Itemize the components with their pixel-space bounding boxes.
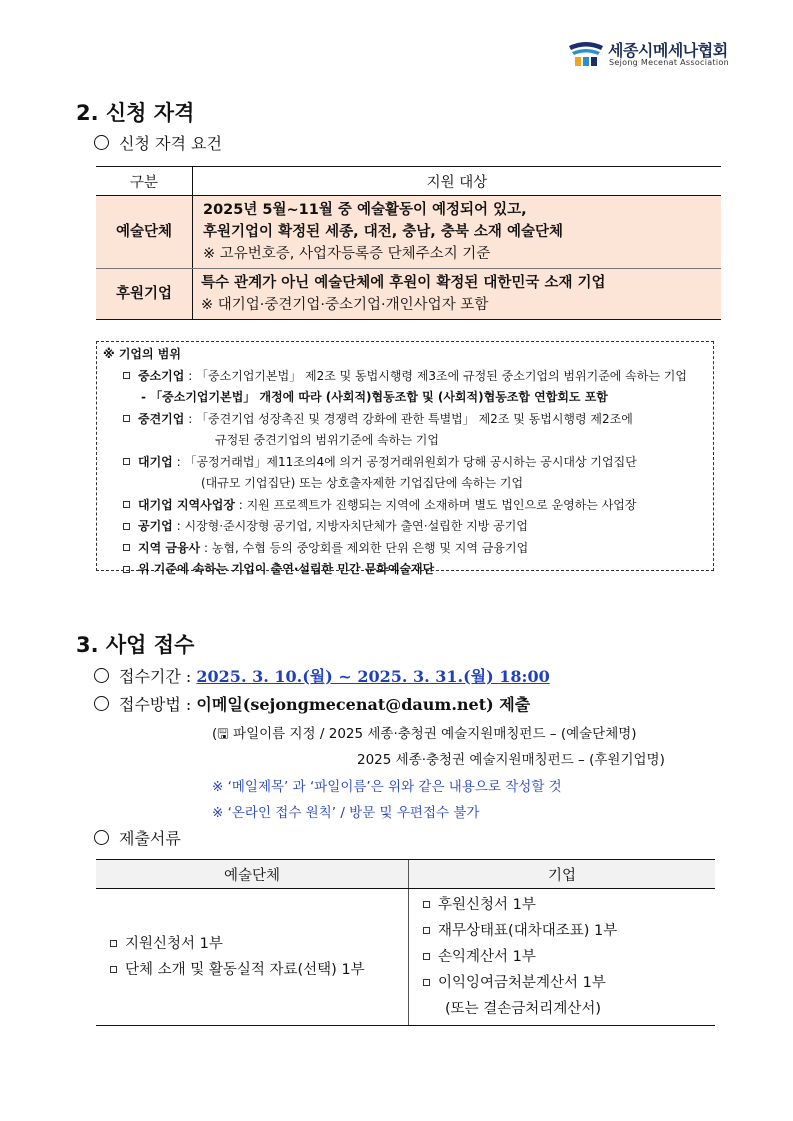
square-bullet-icon — [123, 544, 130, 551]
method-value: 이메일(sejongmecenat@daum.net) 제출 — [196, 695, 531, 714]
scope-item: 중소기업 : 「중소기업기본법」 제2조 및 동법시행령 제3조에 규정된 중소기업의 범위기준에 속하는 기업 — [103, 366, 713, 388]
mecenat-logo-icon — [567, 40, 605, 68]
eligibility-note: ※ 고유번호증, 사업자등록증 단체주소지 기준 — [203, 246, 491, 262]
square-bullet-icon — [123, 458, 130, 465]
filename-line-2: 2025 세종·충청권 예술지원매칭펀드 – (후원기업명) — [357, 752, 665, 768]
section2-subtitle: 신청 자격 요건 — [94, 131, 222, 154]
scope-item: 규정된 중견기업의 범위기준에 속하는 기업 — [215, 433, 439, 447]
table-row — [96, 269, 721, 320]
org-name-en: Sejong Mecenat Association — [609, 58, 729, 67]
category-cell: 후원기업 — [96, 269, 193, 320]
category-cell: 예술단체 — [96, 196, 193, 269]
list-item: 이익잉여금처분계산서 1부 — [415, 970, 709, 996]
documents-table — [96, 859, 715, 1026]
square-bullet-icon — [423, 901, 430, 908]
table-header: 지원 대상 — [193, 167, 722, 196]
square-bullet-icon — [423, 953, 430, 960]
circle-bullet-icon — [94, 135, 109, 150]
square-bullet-icon — [110, 940, 117, 947]
scope-item: 중견기업 : 「중견기업 성장촉진 및 경쟁력 강화에 관한 특별법」 제2조 및 동법시행령 제2조에 — [103, 409, 713, 431]
square-bullet-icon — [423, 927, 430, 934]
circle-bullet-icon — [94, 696, 109, 711]
table-header: 구분 — [96, 167, 193, 196]
scope-item: 공기업 : 시장형·준시장형 공기업, 지방자치단체가 출연·설립한 지방 공기업 — [103, 516, 713, 538]
org-name: 세종시메세나협회 — [608, 41, 728, 60]
filename-line-1: (🖫 파일이름 지정 / 2025 세종·충청권 예술지원매칭펀드 – (예술단체명) — [212, 726, 637, 742]
section3-title: 3. 사업 접수 — [76, 633, 195, 657]
eligibility-table — [96, 166, 721, 320]
scope-item: - 「중소기업기본법」 개정에 따라 (사회적)협동조합 및 (사회적)협동조합 연합회도 포함 — [141, 390, 608, 404]
scope-item: 지역 금융사 : 농협, 수협 등의 중앙회를 제외한 단위 은행 및 지역 금융기업 — [103, 538, 713, 560]
eligibility-text: 특수 관계가 아닌 예술단체에 후원이 확정된 대한민국 소재 기업 — [201, 275, 606, 291]
list-item: 단체 소개 및 활동실적 자료(선택) 1부 — [102, 957, 402, 983]
period-line: 접수기간 : 2025. 3. 10.(월) ~ 2025. 3. 31.(월) 18:00 — [94, 664, 550, 687]
list-item: 후원신청서 1부 — [415, 892, 709, 918]
eligibility-text: 2025년 5월~11월 중 예술활동이 예정되어 있고, — [203, 202, 527, 218]
square-bullet-icon — [123, 501, 130, 508]
eligibility-text: 후원기업이 확정된 세종, 대전, 충남, 충북 소재 예술단체 — [203, 224, 564, 240]
note-mail-title: ※ ‘메일제목’ 과 ‘파일이름’은 위와 같은 내용으로 작성할 것 — [212, 779, 562, 795]
square-bullet-icon — [110, 966, 117, 973]
method-line: 접수방법 : 이메일(sejongmecenat@daum.net) 제출 — [94, 692, 530, 715]
square-bullet-icon — [423, 979, 430, 986]
docs-line: 제출서류 — [94, 826, 181, 849]
section2-title: 2. 신청 자격 — [76, 101, 195, 125]
list-item-extra: (또는 결손금처리계산서) — [445, 1001, 601, 1017]
scope-item: 위 기준에 속하는 기업이 출연·설립한 민간 문화예술재단 — [103, 559, 713, 581]
company-scope-box — [96, 341, 714, 576]
square-bullet-icon — [123, 372, 130, 379]
scope-item: 대기업 : 「공정거래법」제11조의4에 의거 공정거래위원회가 당해 공시하는 공시대상 기업집단 — [103, 452, 713, 474]
note-online-only: ※ ‘온라인 접수 원칙’ / 방문 및 우편접수 불가 — [212, 805, 480, 821]
square-bullet-icon — [123, 566, 130, 573]
list-item: 지원신청서 1부 — [102, 931, 402, 957]
list-item: 재무상태표(대차대조표) 1부 — [415, 918, 709, 944]
list-item: 손익계산서 1부 — [415, 944, 709, 970]
circle-bullet-icon — [94, 668, 109, 683]
table-row — [96, 196, 721, 269]
square-bullet-icon — [123, 523, 130, 530]
scope-item: 대기업 지역사업장 : 지원 프로젝트가 진행되는 지역에 소재하며 별도 법인으로 운영하는 사업장 — [103, 495, 713, 517]
scope-title: ※ 기업의 범위 — [103, 347, 181, 361]
scope-item: (대규모 기업집단) 또는 상호출자제한 기업집단에 속하는 기업 — [201, 476, 524, 490]
circle-bullet-icon — [94, 830, 109, 845]
eligibility-note: ※ 대기업·중견기업·중소기업·개인사업자 포함 — [201, 297, 489, 313]
table-row — [96, 889, 715, 1026]
square-bullet-icon — [123, 415, 130, 422]
period-value: 2025. 3. 10.(월) ~ 2025. 3. 31.(월) 18:00 — [196, 667, 550, 686]
table-header: 기업 — [409, 860, 716, 889]
table-header: 예술단체 — [96, 860, 409, 889]
